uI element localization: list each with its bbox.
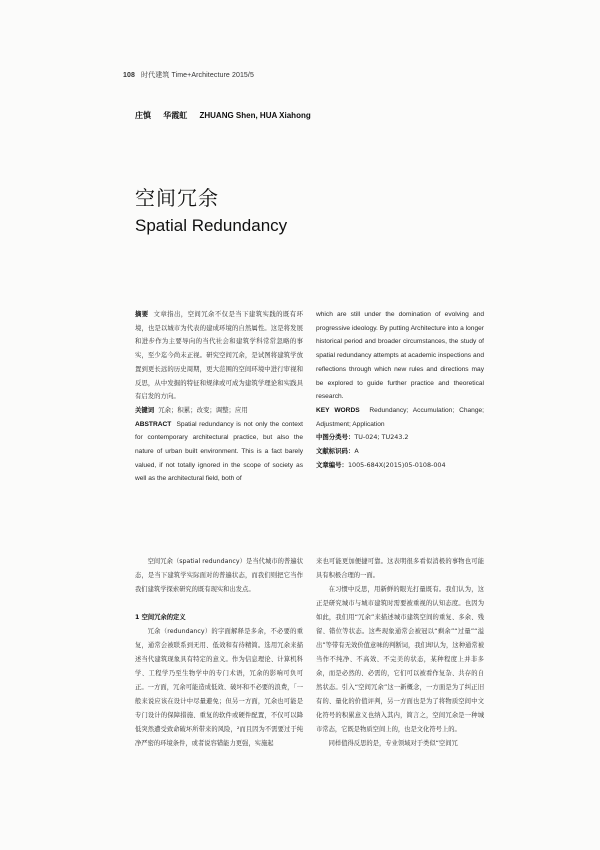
body-left-column: [135, 555, 303, 751]
article-no-label: 文章编号：: [316, 460, 348, 469]
abstract-en-text-left: Spatial redundancy is not only the context for contemporary architectural practice, but also the nature of urban built environment. This is a fact barely valued, if not totally ignored in the scope of society as well as the architectural field, both of: [135, 420, 303, 483]
abstract-cn-label: 摘要: [135, 310, 149, 318]
doc-code-value: A: [354, 447, 359, 456]
doc-code-label: 文献标识码：: [316, 447, 355, 456]
spacer: [135, 597, 303, 611]
author-cn-1: 庄慎: [135, 111, 151, 120]
running-header: [123, 70, 254, 80]
body-right-paragraph-2: 在习惯中反思，用新鲜的眼光打量既有。我们认为，这正是研究城市与城市建筑时需要被重视的认知态度。也因为如此，我们用“冗余”来描述城市建筑空间的重复、多余、残留、错位等状态。这些现象通常会被冠以“剩余”“过量”“溢出”等带有无效价值意味的判断词，我们却认为，这种通常被当作不纯净、不高效、不完美的状态，某种程度上并非多余，而是必然的、必需的，它们可以被看作复杂、共存的自然状态。引入“空间冗余”这一新概念，一方面是为了纠正旧有的、量化的价值评判，另一方面也是为了将物质空间中文化符号的积累意义也纳入其内，简言之，空间冗余是一种城市常态，它既是物质空间上的，也是文化符号上的。: [316, 586, 484, 733]
body-right-column: [316, 555, 484, 751]
author-cn-2: 华霞虹: [163, 111, 188, 120]
classification-value: TU-024; TU243.2: [354, 433, 409, 442]
author-en: ZHUANG Shen, HUA Xiahong: [199, 111, 311, 120]
abstract-right-column: [316, 308, 484, 472]
journal-name: 时代建筑 Time+Architecture 2015/5: [141, 72, 254, 79]
keywords-cn-label: 关键词: [135, 405, 155, 414]
section-1-paragraph: 冗余（redundancy）的字面解释是多余，不必要的重复，通常会被联系到无用、低效和有待精简。选用冗余来描述当代建筑现象具有特定的意义。作为信息理论、计算机科学、工程学乃至生物学中的专门术语，冗余的影响可负可正。一方面，冗余可能造成低效、破坏和不必要的浪费，「一般来说应该在设计中尽量避免；但另一方面，冗余也可能是专门设计的保障措施、重复的软件或硬件配置，不仅可以降低突然遭受致命破坏所带来的风险，²而且因为不需要过于纯净严密的环境条件，或者说容错能力更强，实施起: [135, 628, 303, 747]
abstract-cn: [135, 308, 303, 404]
keywords-cn: [135, 404, 303, 418]
doc-code-line: [316, 445, 484, 459]
keywords-en-label: KEY WORDS: [316, 406, 360, 414]
keywords-en-text: Redundancy; Accumulation; Change; Adjustment; Application: [316, 406, 484, 428]
article-no-line: [316, 459, 484, 473]
section-1-heading: 1 空间冗余的定义: [135, 614, 186, 621]
abstract-en-start: [135, 418, 303, 487]
classification-line: [316, 431, 484, 445]
page-number: 108: [123, 72, 135, 79]
body-right-paragraph-1: 来也可能更加便捷可靠。这表明很多看似消极的事物也可能具有积极合理的一面。: [316, 558, 484, 579]
abstract-en-continued: which are still under the domination of evolving and progressive ideology. By putting Architecture into a longer historical period and broader circumstances, the study of spatial redundancy attempts at academic inspections and reflections through which new rules and directions may be explored to guide further practice and theoretical research.: [316, 311, 484, 401]
body-intro: 空间冗余（spatial redundancy）是当代城市的普遍状态，是当下建筑学实际面对的普遍状态，而我们则把它当作我们建筑学探索研究的既有现实和出发点。: [135, 558, 303, 593]
classification-label: 中图分类号：: [316, 433, 355, 442]
abstract-cn-text: 文章指出，空间冗余不仅是当下建筑实践的既有环境，也是以城市为代表的建成环境的自然属性。这是将发展和进步作为主要导向的当代社会和建筑学科常常忽略的事实，至少迄今尚未正视。研究空间冗余，是试图将建筑学放置到更长远的历史周期，更大范围的空间环境中进行审视和反思，从中发掘的特征和规律或可成为建筑学理论和实践具有启发的方向。: [135, 310, 303, 401]
keywords-cn-text: 冗余；积累；改变；调整；应用: [158, 405, 248, 414]
keywords-en: [316, 404, 484, 431]
title-chinese: 空间冗余: [135, 186, 219, 210]
abstract-left-column: [135, 308, 303, 486]
title-english: Spatial Redundancy: [135, 216, 288, 235]
abstract-en-label: ABSTRACT: [135, 420, 172, 428]
body-right-paragraph-3: 同样值得反思的是，专业领域对于类似“空间冗: [328, 740, 458, 747]
author-line: [135, 110, 321, 121]
article-no-value: 1005-684X(2015)05-0108-004: [347, 460, 446, 469]
